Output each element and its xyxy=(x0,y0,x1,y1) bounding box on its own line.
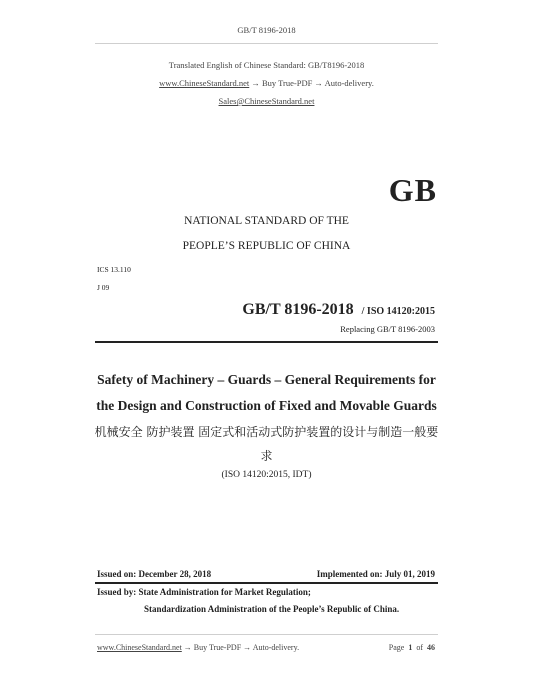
email-link[interactable]: Sales@ChineseStandard.net xyxy=(218,96,315,106)
site-link[interactable]: www.ChineseStandard.net xyxy=(159,78,250,88)
email-line xyxy=(0,96,533,106)
header-rule xyxy=(95,43,438,44)
national-line-1: NATIONAL STANDARD OF THE xyxy=(184,215,349,227)
implemented-on: Implemented on: July 01, 2019 xyxy=(316,569,435,579)
title-en-line-2: the Design and Construction of Fixed and Movable Guards xyxy=(96,398,437,413)
title-rule xyxy=(95,341,438,343)
ics-code: ICS 13.110 xyxy=(97,265,131,274)
title-cn-line-2: 求 xyxy=(260,449,273,463)
std-number: GB/T 8196-2018 xyxy=(242,301,354,318)
header-code: GB/T 8196-2018 xyxy=(237,25,296,35)
issued-rule xyxy=(95,582,438,584)
std-iso: / ISO 14120:2015 xyxy=(361,306,435,317)
promo-line xyxy=(0,78,533,88)
page-total: 46 xyxy=(427,643,435,652)
promo-suffix: → Buy True-PDF → Auto-delivery. xyxy=(249,78,374,88)
footer-suffix: → Buy True-PDF → Auto-delivery. xyxy=(181,643,300,652)
ccs-code: J 09 xyxy=(97,283,110,292)
page-label: Page xyxy=(388,643,405,652)
of-label: of xyxy=(416,643,423,652)
footer-promo xyxy=(97,643,299,652)
page-number: 1 xyxy=(408,643,413,652)
gb-logo: GB xyxy=(388,172,437,208)
title-cn-line-1: 机械安全 防护装置 固定式和活动式防护装置的设计与制造一般要 xyxy=(94,425,439,439)
replacing: Replacing GB/T 8196-2003 xyxy=(340,324,435,334)
issued-by-line-2: Standardization Administration of the People’s Republic of China. xyxy=(144,604,400,614)
standard-number xyxy=(242,301,435,319)
footer-rule xyxy=(95,634,438,635)
iso-idt: (ISO 14120:2015, IDT) xyxy=(221,470,312,480)
footer-site-link[interactable]: www.ChineseStandard.net xyxy=(97,643,182,652)
page-indicator xyxy=(389,643,435,652)
title-en-line-1: Safety of Machinery – Guards – General Requirements for xyxy=(97,372,436,387)
issued-on: Issued on: December 28, 2018 xyxy=(97,569,212,579)
national-line-2: PEOPLE’S REPUBLIC OF CHINA xyxy=(182,240,351,252)
issued-by-line-1: Issued by: State Administration for Market Regulation; xyxy=(97,587,311,597)
translated-note: Translated English of Chinese Standard: GB/T8196-2018 xyxy=(168,60,365,70)
